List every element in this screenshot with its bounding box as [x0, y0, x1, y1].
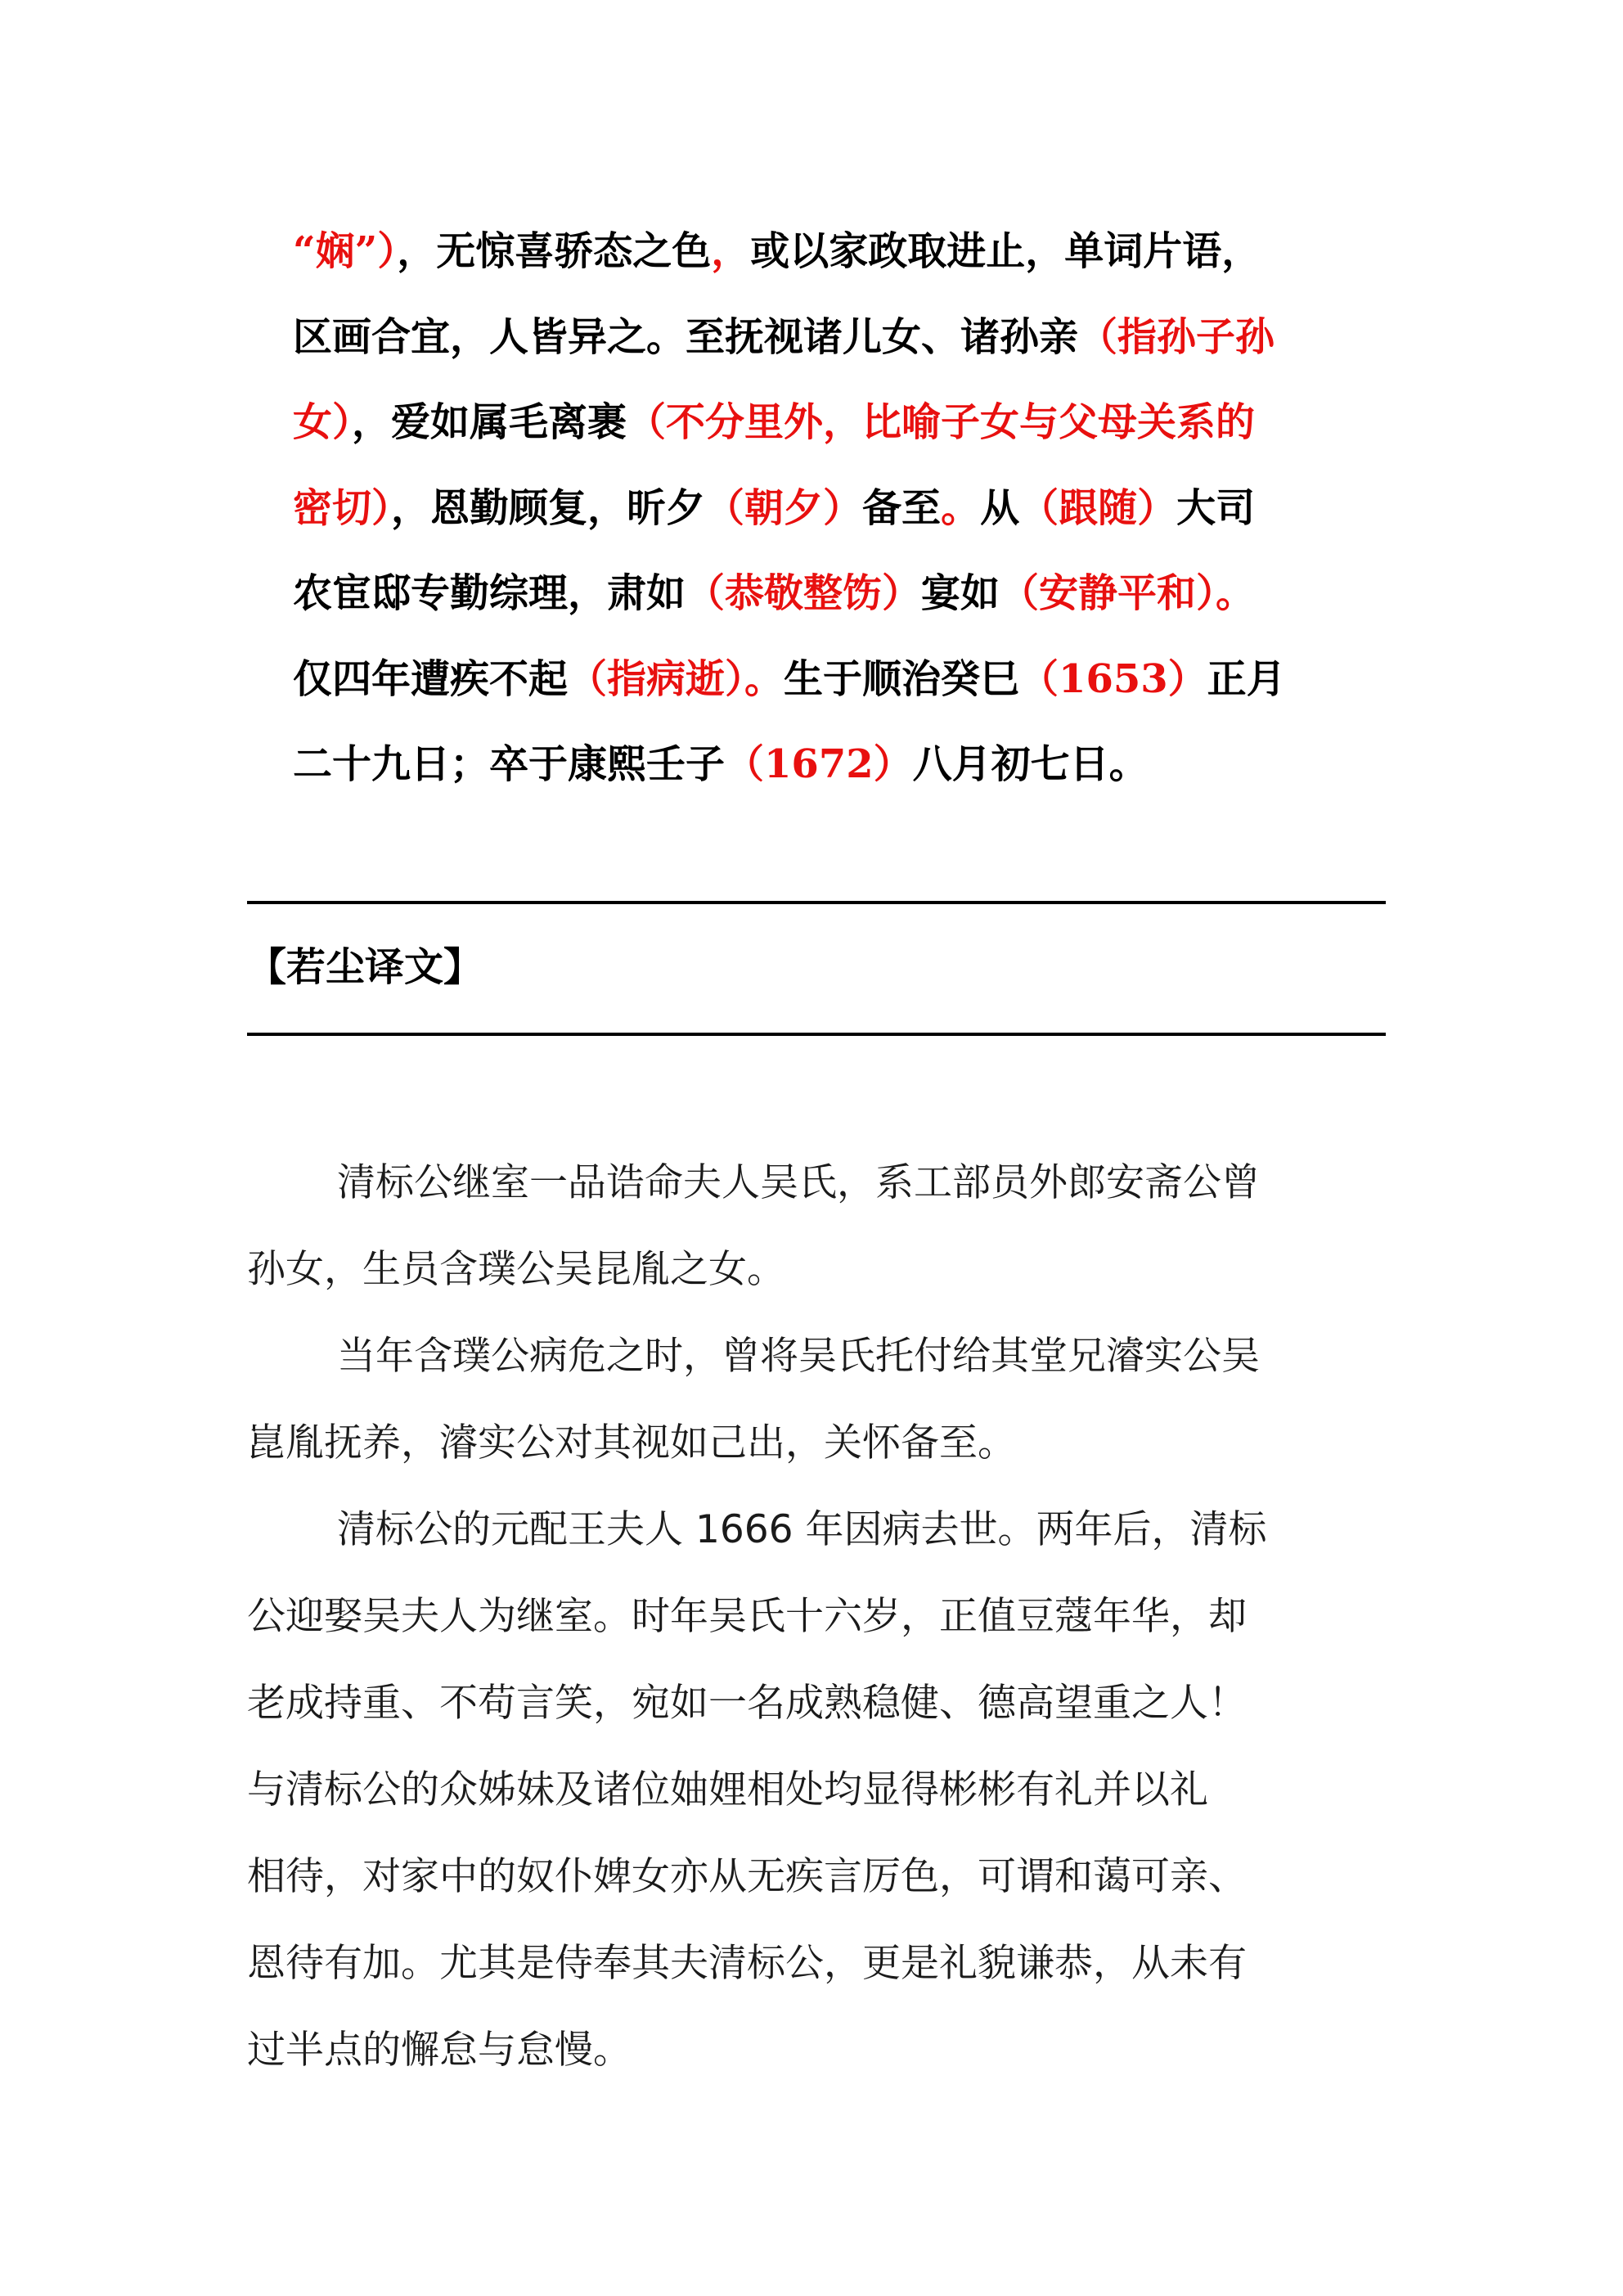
classical-line: [293, 466, 1389, 551]
classical-text: 生于顺治癸巳: [784, 655, 1020, 702]
translation-text-block: [247, 1140, 1392, 2094]
annotation-text: （1672）: [725, 741, 913, 787]
annotation-text: 。: [941, 484, 981, 531]
translation-line: 老成持重、不苟言笑，宛如一名成熟稳健、德高望重之人！: [247, 1681, 1247, 1726]
translation-line: 清标公继室一品诰命夫人吴氏，系工部员外郎安斋公曾: [337, 1160, 1260, 1205]
classical-line: [293, 295, 1389, 380]
section-title: 【若尘译文】: [247, 944, 483, 990]
classical-text: 仅四年遭疾不起: [293, 655, 569, 702]
classical-line: [293, 209, 1389, 295]
classical-text: 区画合宜，人皆异之。至抚视诸儿女、诸孙亲: [293, 313, 1079, 360]
translation-line: 当年含璞公病危之时，曾将吴氏托付给其堂兄濬实公吴: [337, 1334, 1260, 1379]
annotation-text: “娴”）: [293, 228, 398, 274]
classical-text: 从: [980, 484, 1020, 531]
annotation-text: 密切）: [293, 484, 392, 531]
translation-line: 过半点的懈怠与怠慢。: [247, 2028, 632, 2073]
annotation-text: （不分里外，比喻子女与父母关系的: [627, 399, 1256, 445]
classical-text: 或以家政取进止，单词片语，: [750, 228, 1261, 274]
classical-text: 大司: [1176, 484, 1256, 531]
section-divider-bottom: [247, 1033, 1386, 1036]
classical-line: [293, 380, 1389, 466]
classical-text: 二十九日；卒于康熙壬子: [293, 741, 726, 787]
translation-line: 公迎娶吴夫人为继室。时年吴氏十六岁，正值豆蔻年华，却: [247, 1594, 1247, 1639]
classical-text: 正月: [1207, 655, 1286, 702]
translation-line: 孙女，生员含璞公吴昆胤之女。: [247, 1247, 785, 1292]
annotation-text: ，: [711, 228, 751, 274]
section-divider-top: [247, 901, 1386, 904]
annotation-text: （1653）: [1019, 655, 1207, 702]
classical-line: [293, 722, 1389, 808]
annotation-text: （指病逝）。: [568, 655, 785, 702]
classical-line: [293, 637, 1389, 723]
classical-text: 八月初七日。: [912, 741, 1149, 787]
translation-line: 清标公的元配王夫人 1666 年因病去世。两年后，清标: [337, 1507, 1267, 1552]
annotation-text: （恭敬整饬）: [686, 570, 922, 616]
annotation-text: （朝夕）: [705, 484, 863, 531]
translation-line: 相待，对家中的奴仆婢女亦从无疾言厉色，可谓和蔼可亲、: [247, 1854, 1247, 1899]
translation-line: 与清标公的众姊妹及诸位妯娌相处均显得彬彬有礼并以礼: [247, 1767, 1208, 1812]
classical-text: 宴如: [921, 570, 1000, 616]
classical-text-block: [293, 209, 1389, 808]
annotation-text: （安静平和）。: [1000, 570, 1256, 616]
classical-line: [293, 551, 1389, 637]
classical-text: ，恩勤顾复，昕夕: [391, 484, 706, 531]
annotation-text: （指孙子孙: [1078, 313, 1275, 360]
classical-text: ，爱如属毛离裹: [352, 399, 627, 445]
translation-line: 恩待有加。尤其是侍奉其夫清标公，更是礼貌谦恭，从未有: [247, 1941, 1247, 1986]
annotation-text: （跟随）: [1019, 484, 1177, 531]
translation-line: 崑胤抚养，濬实公对其视如己出，关怀备至。: [247, 1420, 1016, 1465]
annotation-text: 女）: [293, 399, 353, 445]
classical-text: 备至: [862, 484, 942, 531]
classical-text: 农宦邸专勤综理，肃如: [293, 570, 686, 616]
classical-text: ，无惊喜骄态之色: [397, 228, 712, 274]
